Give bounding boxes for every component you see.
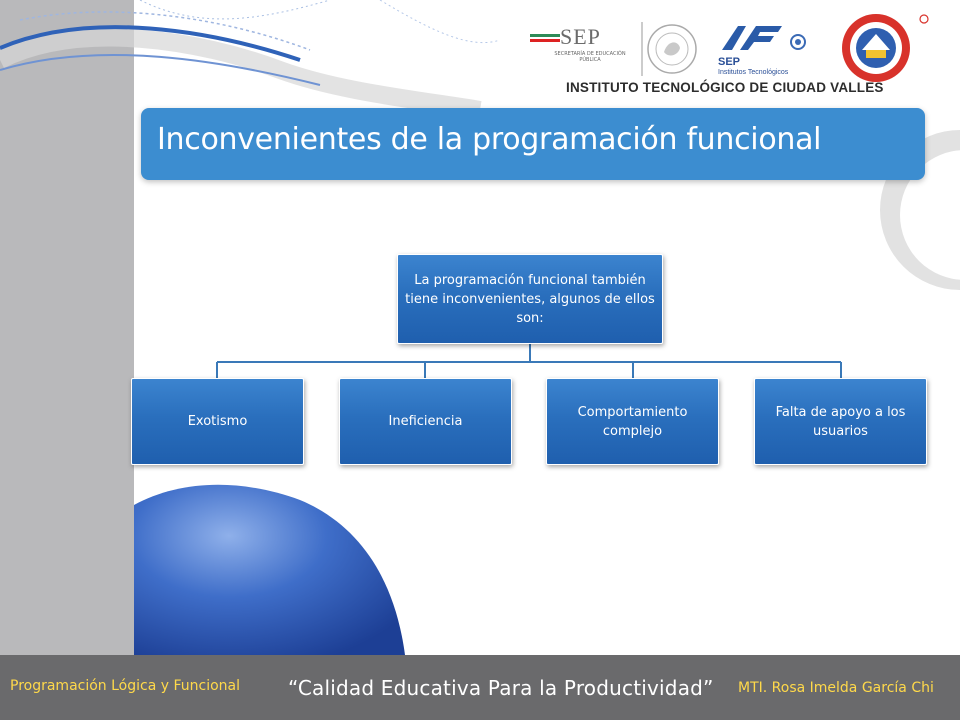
- slide-title: Inconvenientes de la programación funcional: [157, 122, 822, 157]
- sep-it-word: SEP: [718, 56, 741, 68]
- sep-logo-word: SEP: [560, 24, 601, 49]
- sep-it-subtitle: Institutos Tecnológicos: [718, 69, 789, 76]
- footer-course-name: Programación Lógica y Funcional: [10, 678, 241, 694]
- institution-name: INSTITUTO TECNOLÓGICO DE CIUDAD VALLES: [566, 80, 884, 95]
- footer-author: MTI. Rosa Imelda García Chi: [738, 680, 934, 696]
- sep-logo-subtitle: SECRETARÍA DE EDUCACIÓN PÚBLICA: [554, 51, 626, 63]
- footer-bar: [0, 655, 960, 720]
- child-node-ineficiencia: Ineficiencia: [339, 378, 512, 465]
- child-node-exotismo: Exotismo: [131, 378, 304, 465]
- footer-slogan: “Calidad Educativa Para la Productividad”: [288, 676, 714, 700]
- child-node-comportamiento: Comportamiento complejo: [546, 378, 719, 465]
- child-node-falta-apoyo: Falta de apoyo a los usuarios: [754, 378, 927, 465]
- root-node: La programación funcional también tiene inconvenientes, algunos de ellos son:: [397, 254, 663, 344]
